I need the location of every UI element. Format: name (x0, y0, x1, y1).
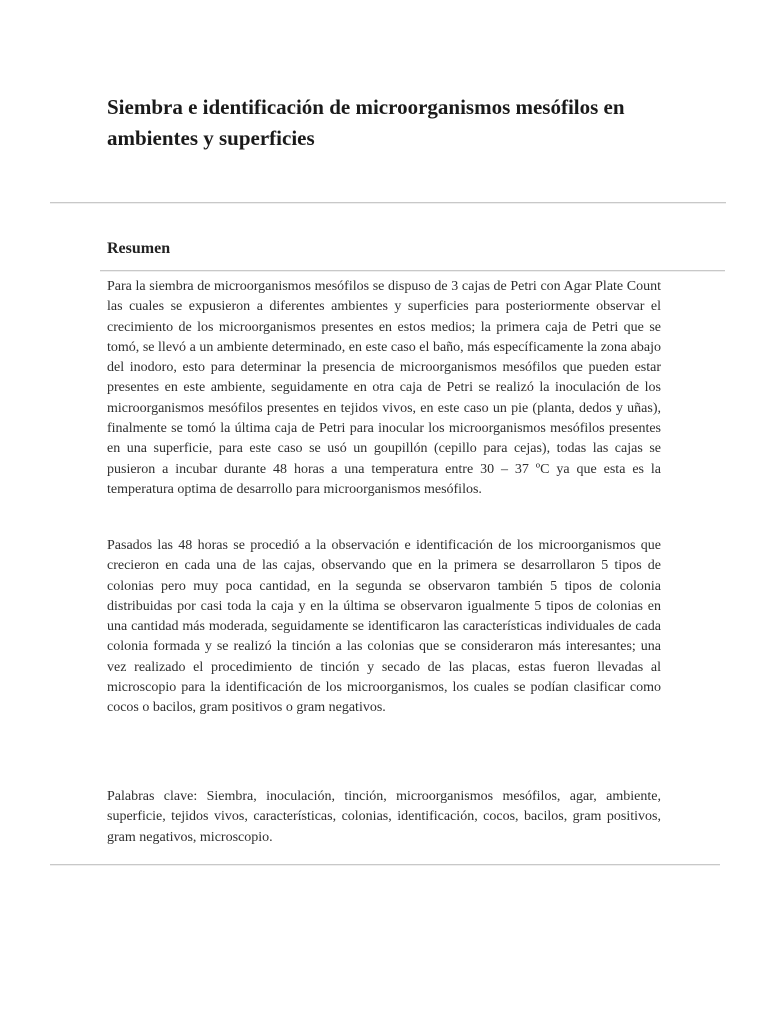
divider (50, 202, 726, 203)
document-title: Siembra e identificación de microorganismos mesófilos en ambientes y superficies (107, 95, 625, 150)
keywords-paragraph: Palabras clave: Siembra, inoculación, tinción, microorganismos mesófilos, agar, ambiente, superficie, tejidos vivos, características, colonias, identificación, cocos, bacilos, gram positivos, gram negativos, microscopio. (107, 789, 661, 845)
divider (50, 864, 720, 865)
abstract-paragraph: Pasados las 48 horas se procedió a la observación e identificación de los microorganismos que crecieron en cada una de las cajas, observando que en la primera se desarrollaron 5 tipos de colonias pero muy poca cantidad, en la segunda se observaron también 5 tipos de colonia distribuidas por casi toda la caja y en la última se observaron igualmente 5 tipos de colonias en una cantidad más moderada, seguidamente se identificaron las características individuales de cada colonia formada y se realizó la tinción a las colonias que se consideraron más interesantes; una vez realizado el procedimiento de tinción y secado de las placas, estas fueron llevadas al microscopio para la identificación de los microorganismos, los cuales se podían clasificar como cocos o bacilos, gram positivos o gram negativos. (107, 538, 661, 716)
divider (100, 270, 725, 271)
abstract-heading: Resumen (107, 240, 171, 257)
abstract-paragraph: Para la siembra de microorganismos mesófilos se dispuso de 3 cajas de Petri con Agar Plate Count las cuales se expusieron a diferentes ambientes y superficies para posteriormente observar el crecimiento de los microorganismos presentes en estos medios; la primera caja de Petri que se tomó, se llevó a un ambiente determinado, en este caso el baño, más específicamente la zona abajo del inodoro, esto para determinar la presencia de microorganismos mesófilos que pueden estar presentes en este ambiente, seguidamente en otra caja de Petri se realizó la inoculación de los microorganismos mesófilos presentes en tejidos vivos, en este caso un pie (planta, dedos y uñas), finalmente se tomó la última caja de Petri para inocular los microorganismos mesófilos presentes en una superficie, para este caso se usó un goupillón (cepillo para cejas), todas las cajas se pusieron a incubar durante 48 horas a una temperatura entre 30 – 37 ºC ya que esta es la temperatura optima de desarrollo para microorganismos mesófilos. (107, 279, 661, 497)
